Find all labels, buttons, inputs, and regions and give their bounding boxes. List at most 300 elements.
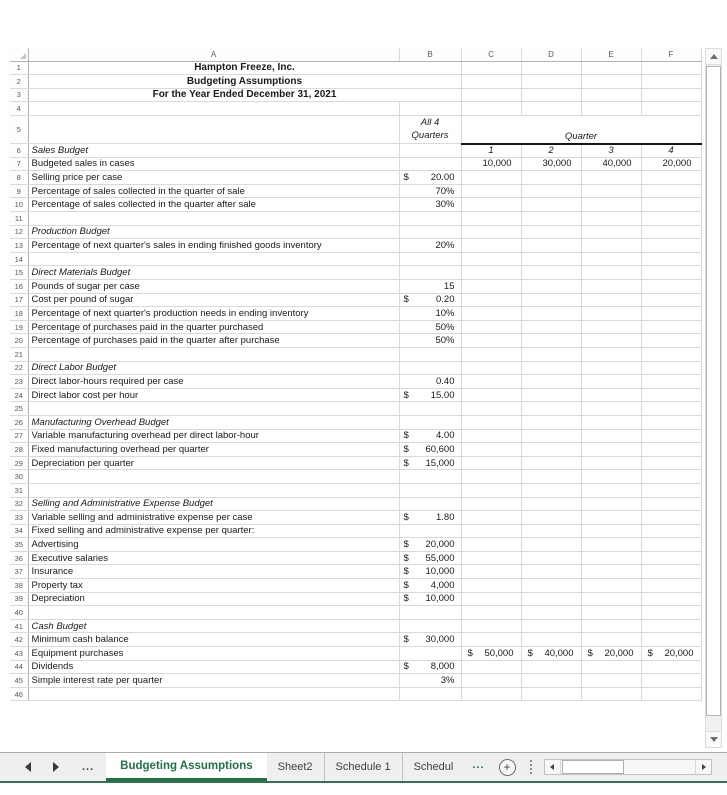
cell-A13[interactable]: Percentage of next quarter's sales in ending finished goods inventory	[28, 239, 399, 253]
row-header-45[interactable]: 45	[10, 674, 28, 688]
cell-D15[interactable]	[521, 266, 581, 280]
sheet-tab-schedule-1[interactable]	[324, 753, 402, 781]
cell-B30[interactable]	[399, 470, 461, 484]
cell-D46[interactable]	[521, 687, 581, 701]
row-header-44[interactable]: 44	[10, 660, 28, 674]
row-header-18[interactable]: 18	[10, 307, 28, 321]
cell-A1[interactable]: Hampton Freeze, Inc.	[28, 61, 461, 75]
cell-C30[interactable]	[461, 470, 521, 484]
cell-B26[interactable]	[399, 415, 461, 429]
cell-F3[interactable]	[641, 88, 701, 102]
row-header-36[interactable]: 36	[10, 551, 28, 565]
cell-A9[interactable]: Percentage of sales collected in the quarter of sale	[28, 184, 399, 198]
cell-E20[interactable]	[581, 334, 641, 348]
horizontal-scroll-thumb[interactable]	[562, 760, 624, 774]
cell-B29[interactable]	[399, 456, 461, 470]
cell-B15[interactable]	[399, 266, 461, 280]
row-header-22[interactable]: 22	[10, 361, 28, 375]
cell-D2[interactable]	[521, 75, 581, 89]
cell-F29[interactable]	[641, 456, 701, 470]
cell-B40[interactable]	[399, 606, 461, 620]
col-header-A[interactable]: A	[28, 48, 399, 61]
cell-D45[interactable]	[521, 674, 581, 688]
cell-D21[interactable]	[521, 347, 581, 361]
cell-E17[interactable]	[581, 293, 641, 307]
cell-C37[interactable]	[461, 565, 521, 579]
cell-A37[interactable]: Insurance	[28, 565, 399, 579]
cell-E36[interactable]	[581, 551, 641, 565]
row-header-17[interactable]: 17	[10, 293, 28, 307]
scroll-right-button[interactable]	[695, 760, 711, 774]
cell-A21[interactable]	[28, 347, 399, 361]
cell-F18[interactable]	[641, 307, 701, 321]
cell-D44[interactable]	[521, 660, 581, 674]
cell-C31[interactable]	[461, 483, 521, 497]
cell-E31[interactable]	[581, 483, 641, 497]
cell-A45[interactable]: Simple interest rate per quarter	[28, 674, 399, 688]
cell-E38[interactable]	[581, 579, 641, 593]
cell-F4[interactable]	[641, 102, 701, 116]
cell-E46[interactable]	[581, 687, 641, 701]
row-header-8[interactable]: 8	[10, 171, 28, 185]
cell-A33[interactable]: Variable selling and administrative expense per case	[28, 511, 399, 525]
cell-C10[interactable]	[461, 198, 521, 212]
col-header-F[interactable]: F	[641, 48, 701, 61]
cell-D12[interactable]	[521, 225, 581, 239]
cell-B8[interactable]	[399, 171, 461, 185]
cell-A32[interactable]: Selling and Administrative Expense Budget	[28, 497, 399, 511]
cell-B19[interactable]: 50%	[399, 320, 461, 334]
cell-B9[interactable]: 70%	[399, 184, 461, 198]
cell-C24[interactable]	[461, 388, 521, 402]
col-header-E[interactable]: E	[581, 48, 641, 61]
cell-A15[interactable]: Direct Materials Budget	[28, 266, 399, 280]
cell-D18[interactable]	[521, 307, 581, 321]
row-header-37[interactable]: 37	[10, 565, 28, 579]
cell-D17[interactable]	[521, 293, 581, 307]
cell-A14[interactable]	[28, 252, 399, 266]
sheet-tab-budgeting-assumptions[interactable]	[106, 753, 266, 781]
cell-E2[interactable]	[581, 75, 641, 89]
cell-A20[interactable]: Percentage of purchases paid in the quarter after purchase	[28, 334, 399, 348]
row-header-30[interactable]: 30	[10, 470, 28, 484]
row-header-14[interactable]: 14	[10, 252, 28, 266]
cell-A29[interactable]: Depreciation per quarter	[28, 456, 399, 470]
cell-B28[interactable]	[399, 443, 461, 457]
row-header-38[interactable]: 38	[10, 579, 28, 593]
row-header-31[interactable]: 31	[10, 483, 28, 497]
cell-E11[interactable]	[581, 212, 641, 226]
cell-E3[interactable]	[581, 88, 641, 102]
row-header-6[interactable]: 6	[10, 144, 28, 158]
cell-F11[interactable]	[641, 212, 701, 226]
cell-B33[interactable]	[399, 511, 461, 525]
cell-C15[interactable]	[461, 266, 521, 280]
cell-F35[interactable]	[641, 538, 701, 552]
cell-A22[interactable]: Direct Labor Budget	[28, 361, 399, 375]
cell-C11[interactable]	[461, 212, 521, 226]
cell-C17[interactable]	[461, 293, 521, 307]
cell-D4[interactable]	[521, 102, 581, 116]
cell-E8[interactable]	[581, 171, 641, 185]
cell-B16[interactable]: 15	[399, 280, 461, 294]
cell-C6[interactable]: 1	[461, 144, 521, 158]
cell-C21[interactable]	[461, 347, 521, 361]
cell-F10[interactable]	[641, 198, 701, 212]
cell-E26[interactable]	[581, 415, 641, 429]
cell-B22[interactable]	[399, 361, 461, 375]
cell-A34[interactable]: Fixed selling and administrative expense per quarter:	[28, 524, 399, 538]
horizontal-scroll-track[interactable]	[561, 760, 696, 774]
cell-B46[interactable]	[399, 687, 461, 701]
cell-D34[interactable]	[521, 524, 581, 538]
row-header-42[interactable]: 42	[10, 633, 28, 647]
cell-C34[interactable]	[461, 524, 521, 538]
cell-C38[interactable]	[461, 579, 521, 593]
row-header-40[interactable]: 40	[10, 606, 28, 620]
cell-D28[interactable]	[521, 443, 581, 457]
cell-A39[interactable]: Depreciation	[28, 592, 399, 606]
scroll-left-button[interactable]	[545, 760, 561, 774]
cell-A35[interactable]: Advertising	[28, 538, 399, 552]
cell-A46[interactable]	[28, 687, 399, 701]
cell-D13[interactable]	[521, 239, 581, 253]
cell-F8[interactable]	[641, 171, 701, 185]
cell-C42[interactable]	[461, 633, 521, 647]
cell-D7[interactable]: 30,000	[521, 157, 581, 171]
cell-D6[interactable]: 2	[521, 144, 581, 158]
cell-D8[interactable]	[521, 171, 581, 185]
row-header-28[interactable]: 28	[10, 443, 28, 457]
row-header-4[interactable]: 4	[10, 102, 28, 116]
cell-F16[interactable]	[641, 280, 701, 294]
cell-C1[interactable]	[461, 61, 521, 75]
sheet-overflow-ellipsis[interactable]: ...	[82, 761, 95, 773]
cell-B27[interactable]	[399, 429, 461, 443]
cell-F42[interactable]	[641, 633, 701, 647]
cell-B7[interactable]	[399, 157, 461, 171]
cell-A24[interactable]: Direct labor cost per hour	[28, 388, 399, 402]
cell-C45[interactable]	[461, 674, 521, 688]
cell-F22[interactable]	[641, 361, 701, 375]
row-header-7[interactable]: 7	[10, 157, 28, 171]
cell-B43[interactable]	[399, 647, 461, 661]
cell-F26[interactable]	[641, 415, 701, 429]
cell-C14[interactable]	[461, 252, 521, 266]
cell-C26[interactable]	[461, 415, 521, 429]
cell-B38[interactable]	[399, 579, 461, 593]
cell-E19[interactable]	[581, 320, 641, 334]
cell-B41[interactable]	[399, 619, 461, 633]
cell-A6[interactable]: Sales Budget	[28, 144, 399, 158]
cell-D22[interactable]	[521, 361, 581, 375]
row-header-12[interactable]: 12	[10, 225, 28, 239]
cell-F36[interactable]	[641, 551, 701, 565]
cell-D30[interactable]	[521, 470, 581, 484]
cell-C20[interactable]	[461, 334, 521, 348]
cell-B44[interactable]	[399, 660, 461, 674]
row-header-11[interactable]: 11	[10, 212, 28, 226]
cell-D36[interactable]	[521, 551, 581, 565]
cell-E43[interactable]	[581, 647, 641, 661]
col-header-C[interactable]: C	[461, 48, 521, 61]
add-sheet-button[interactable]: +	[499, 759, 516, 776]
cell-E1[interactable]	[581, 61, 641, 75]
cell-F41[interactable]	[641, 619, 701, 633]
cell-C33[interactable]	[461, 511, 521, 525]
cell-E37[interactable]	[581, 565, 641, 579]
cell-C2[interactable]	[461, 75, 521, 89]
row-header-24[interactable]: 24	[10, 388, 28, 402]
cell-C18[interactable]	[461, 307, 521, 321]
cell-F9[interactable]	[641, 184, 701, 198]
cell-B32[interactable]	[399, 497, 461, 511]
cell-B36[interactable]	[399, 551, 461, 565]
cell-D14[interactable]	[521, 252, 581, 266]
select-all-button[interactable]	[10, 48, 28, 61]
tab-scroll-divider[interactable]	[530, 760, 532, 774]
cell-F31[interactable]	[641, 483, 701, 497]
cell-C35[interactable]	[461, 538, 521, 552]
cell-D9[interactable]	[521, 184, 581, 198]
prev-sheet-button[interactable]	[22, 759, 34, 775]
cell-A40[interactable]	[28, 606, 399, 620]
cell-A23[interactable]: Direct labor-hours required per case	[28, 375, 399, 389]
row-header-9[interactable]: 9	[10, 184, 28, 198]
sheet-tab-sheet2[interactable]	[267, 753, 324, 781]
row-header-21[interactable]: 21	[10, 347, 28, 361]
cell-A28[interactable]: Fixed manufacturing overhead per quarter	[28, 443, 399, 457]
cell-F28[interactable]	[641, 443, 701, 457]
row-header-23[interactable]: 23	[10, 375, 28, 389]
cell-F13[interactable]	[641, 239, 701, 253]
horizontal-scrollbar[interactable]	[544, 759, 713, 775]
cell-B34[interactable]	[399, 524, 461, 538]
cell-E28[interactable]	[581, 443, 641, 457]
cell-E42[interactable]	[581, 633, 641, 647]
cell-E41[interactable]	[581, 619, 641, 633]
cell-A10[interactable]: Percentage of sales collected in the quarter after sale	[28, 198, 399, 212]
cell-B18[interactable]: 10%	[399, 307, 461, 321]
cell-E30[interactable]	[581, 470, 641, 484]
cell-C7[interactable]: 10,000	[461, 157, 521, 171]
cell-F12[interactable]	[641, 225, 701, 239]
cell-D42[interactable]	[521, 633, 581, 647]
cell-B42[interactable]	[399, 633, 461, 647]
cell-C25[interactable]	[461, 402, 521, 416]
cell-F32[interactable]	[641, 497, 701, 511]
cell-E18[interactable]	[581, 307, 641, 321]
cell-C43[interactable]	[461, 647, 521, 661]
cell-A30[interactable]	[28, 470, 399, 484]
cell-B12[interactable]	[399, 225, 461, 239]
cell-C28[interactable]	[461, 443, 521, 457]
row-header-27[interactable]: 27	[10, 429, 28, 443]
cell-F21[interactable]	[641, 347, 701, 361]
cell-C27[interactable]	[461, 429, 521, 443]
cell-F44[interactable]	[641, 660, 701, 674]
row-header-25[interactable]: 25	[10, 402, 28, 416]
cell-E4[interactable]	[581, 102, 641, 116]
cell-C13[interactable]	[461, 239, 521, 253]
col-header-D[interactable]: D	[521, 48, 581, 61]
row-header-33[interactable]: 33	[10, 511, 28, 525]
row-header-32[interactable]: 32	[10, 497, 28, 511]
cell-A41[interactable]: Cash Budget	[28, 619, 399, 633]
cell-F17[interactable]	[641, 293, 701, 307]
cell-A43[interactable]: Equipment purchases	[28, 647, 399, 661]
cell-E35[interactable]	[581, 538, 641, 552]
cell-E23[interactable]	[581, 375, 641, 389]
cell-A7[interactable]: Budgeted sales in cases	[28, 157, 399, 171]
cell-B4[interactable]	[399, 102, 461, 116]
cell-F25[interactable]	[641, 402, 701, 416]
cell-A8[interactable]: Selling price per case	[28, 171, 399, 185]
cell-C4[interactable]	[461, 102, 521, 116]
cell-A26[interactable]: Manufacturing Overhead Budget	[28, 415, 399, 429]
row-header-19[interactable]: 19	[10, 320, 28, 334]
scroll-down-button[interactable]	[706, 731, 721, 747]
cell-F30[interactable]	[641, 470, 701, 484]
cell-B35[interactable]	[399, 538, 461, 552]
row-header-26[interactable]: 26	[10, 415, 28, 429]
cell-A31[interactable]	[28, 483, 399, 497]
cell-C3[interactable]	[461, 88, 521, 102]
cell-A25[interactable]	[28, 402, 399, 416]
cell-D39[interactable]	[521, 592, 581, 606]
cell-D1[interactable]	[521, 61, 581, 75]
row-header-43[interactable]: 43	[10, 647, 28, 661]
cell-A12[interactable]: Production Budget	[28, 225, 399, 239]
cell-A36[interactable]: Executive salaries	[28, 551, 399, 565]
row-header-20[interactable]: 20	[10, 334, 28, 348]
cell-B37[interactable]	[399, 565, 461, 579]
cell-E25[interactable]	[581, 402, 641, 416]
cell-E44[interactable]	[581, 660, 641, 674]
cell-D37[interactable]	[521, 565, 581, 579]
cell-D26[interactable]	[521, 415, 581, 429]
row-header-15[interactable]: 15	[10, 266, 28, 280]
cell-E9[interactable]	[581, 184, 641, 198]
cell-B11[interactable]	[399, 212, 461, 226]
cell-F40[interactable]	[641, 606, 701, 620]
cell-C29[interactable]	[461, 456, 521, 470]
cell-D3[interactable]	[521, 88, 581, 102]
cell-E12[interactable]	[581, 225, 641, 239]
cell-E21[interactable]	[581, 347, 641, 361]
cell-F19[interactable]	[641, 320, 701, 334]
cell-C41[interactable]	[461, 619, 521, 633]
cell-A11[interactable]	[28, 212, 399, 226]
cell-D38[interactable]	[521, 579, 581, 593]
cell-B13[interactable]: 20%	[399, 239, 461, 253]
cell-E27[interactable]	[581, 429, 641, 443]
cell-A42[interactable]: Minimum cash balance	[28, 633, 399, 647]
cell-A17[interactable]: Cost per pound of sugar	[28, 293, 399, 307]
cell-D11[interactable]	[521, 212, 581, 226]
cell-C16[interactable]	[461, 280, 521, 294]
cell-D33[interactable]	[521, 511, 581, 525]
row-header-41[interactable]: 41	[10, 619, 28, 633]
cell-B21[interactable]	[399, 347, 461, 361]
cell-A2[interactable]: Budgeting Assumptions	[28, 75, 461, 89]
cell-C39[interactable]	[461, 592, 521, 606]
cell-E7[interactable]: 40,000	[581, 157, 641, 171]
cell-E34[interactable]	[581, 524, 641, 538]
cell-F46[interactable]	[641, 687, 701, 701]
cell-D20[interactable]	[521, 334, 581, 348]
cell-B25[interactable]	[399, 402, 461, 416]
cell-B45[interactable]: 3%	[399, 674, 461, 688]
cell-F20[interactable]	[641, 334, 701, 348]
cell-E6[interactable]: 3	[581, 144, 641, 158]
cell-F37[interactable]	[641, 565, 701, 579]
cell-C8[interactable]	[461, 171, 521, 185]
cell-D40[interactable]	[521, 606, 581, 620]
cell-C9[interactable]	[461, 184, 521, 198]
row-header-10[interactable]: 10	[10, 198, 28, 212]
cell-B23[interactable]: 0.40	[399, 375, 461, 389]
cell-D24[interactable]	[521, 388, 581, 402]
cell-F2[interactable]	[641, 75, 701, 89]
cell-E24[interactable]	[581, 388, 641, 402]
cell-A19[interactable]: Percentage of purchases paid in the quarter purchased	[28, 320, 399, 334]
scroll-up-button[interactable]	[706, 49, 721, 65]
cell-E29[interactable]	[581, 456, 641, 470]
row-header-13[interactable]: 13	[10, 239, 28, 253]
cell-C40[interactable]	[461, 606, 521, 620]
cell-D10[interactable]	[521, 198, 581, 212]
cell-E10[interactable]	[581, 198, 641, 212]
cell-A16[interactable]: Pounds of sugar per case	[28, 280, 399, 294]
cell-B5[interactable]	[399, 115, 461, 143]
cell-C23[interactable]	[461, 375, 521, 389]
cell-C32[interactable]	[461, 497, 521, 511]
cell-A44[interactable]: Dividends	[28, 660, 399, 674]
col-header-B[interactable]: B	[399, 48, 461, 61]
cell-E32[interactable]	[581, 497, 641, 511]
cell-E39[interactable]	[581, 592, 641, 606]
cell-D35[interactable]	[521, 538, 581, 552]
row-header-2[interactable]: 2	[10, 75, 28, 89]
cell-E14[interactable]	[581, 252, 641, 266]
cell-F27[interactable]	[641, 429, 701, 443]
cell-E40[interactable]	[581, 606, 641, 620]
row-header-35[interactable]: 35	[10, 538, 28, 552]
cell-F34[interactable]	[641, 524, 701, 538]
cell-B20[interactable]: 50%	[399, 334, 461, 348]
more-sheets-ellipsis[interactable]: ...	[472, 759, 485, 771]
cell-F15[interactable]	[641, 266, 701, 280]
cell-D41[interactable]	[521, 619, 581, 633]
row-header-5[interactable]: 5	[10, 115, 28, 143]
cell-A38[interactable]: Property tax	[28, 579, 399, 593]
row-header-39[interactable]: 39	[10, 592, 28, 606]
cell-D25[interactable]	[521, 402, 581, 416]
cell-C36[interactable]	[461, 551, 521, 565]
cell-E45[interactable]	[581, 674, 641, 688]
cell-F14[interactable]	[641, 252, 701, 266]
cell-C12[interactable]	[461, 225, 521, 239]
cell-A18[interactable]: Percentage of next quarter's production needs in ending inventory	[28, 307, 399, 321]
vertical-scroll-thumb[interactable]	[706, 66, 721, 716]
cell-E22[interactable]	[581, 361, 641, 375]
row-header-1[interactable]: 1	[10, 61, 28, 75]
cell-C44[interactable]	[461, 660, 521, 674]
cell-A5[interactable]	[28, 115, 399, 143]
cell-F7[interactable]: 20,000	[641, 157, 701, 171]
cell-B31[interactable]	[399, 483, 461, 497]
